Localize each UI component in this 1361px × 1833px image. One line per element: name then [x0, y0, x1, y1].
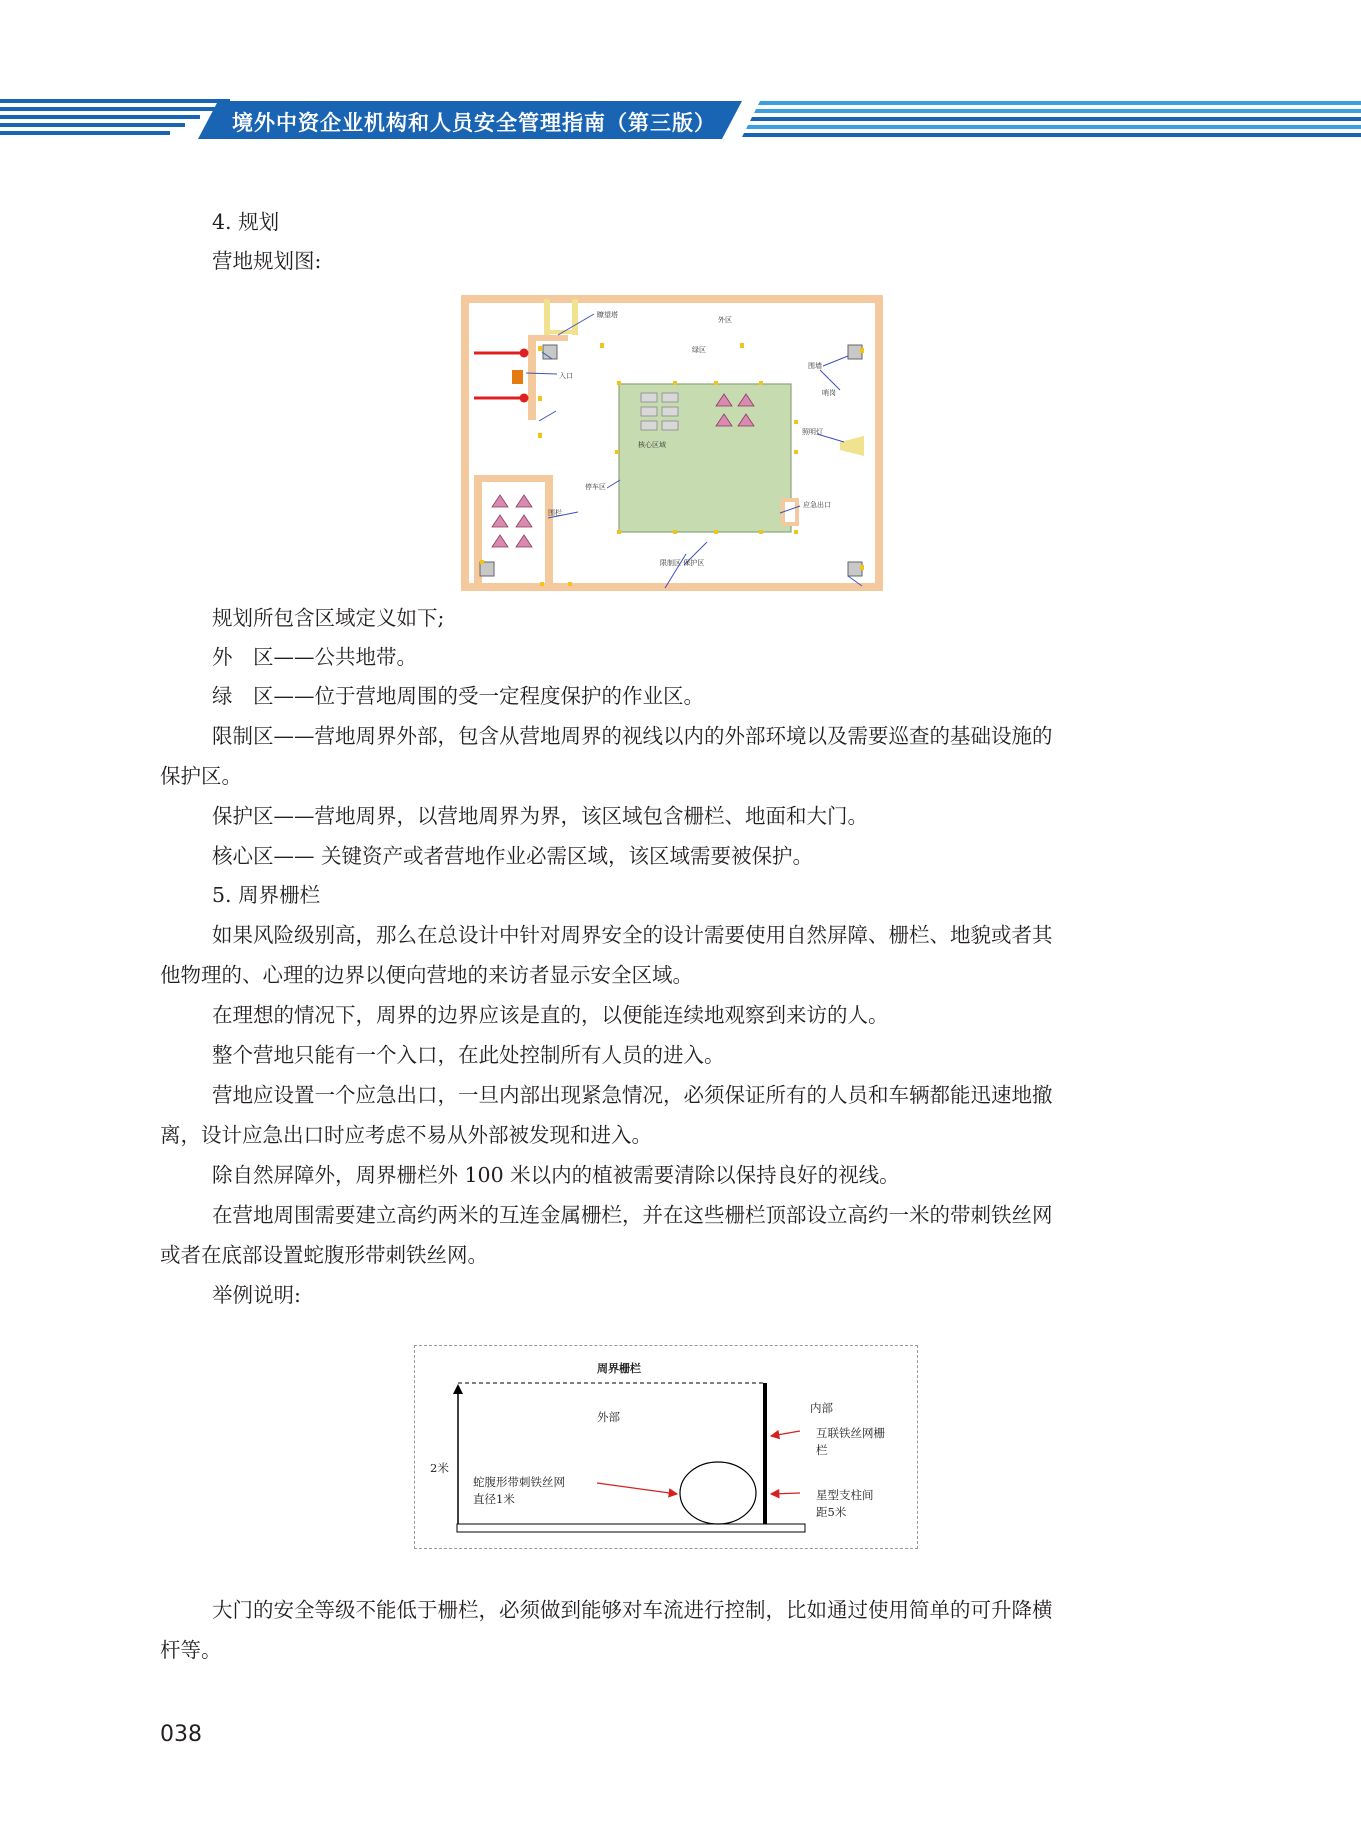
- camp-plan-figure: [460, 290, 884, 592]
- example-caption: 举例说明:: [212, 1283, 301, 1307]
- inside-label: 内部: [810, 1401, 833, 1415]
- definition-restricted-zone: 限制区——营地周界外部，包含从营地周界的视线以内的外部环境以及需要巡查的基础设施的: [212, 724, 1053, 748]
- coil-label-line1: 蛇腹形带刺铁丝网: [473, 1475, 565, 1489]
- definition-green-zone: 绿 区——位于营地周围的受一定程度保护的作业区。: [212, 684, 704, 708]
- map-label-restricted-protected: 限制区 保护区: [660, 559, 705, 567]
- section-5-heading: 5. 周界栅栏: [212, 883, 321, 907]
- fence-label-line1: 互联铁丝网栅: [816, 1426, 885, 1440]
- header-title: 境外中资企业机构和人员安全管理指南（第三版）: [232, 111, 716, 135]
- map-label-guard-post: 哨岗: [822, 389, 836, 397]
- map-label-light: 照明灯: [802, 428, 823, 436]
- coil-label-line2: 直径1米: [473, 1492, 515, 1506]
- paragraph-line: 如果风险级别高，那么在总设计中针对周界安全的设计需要使用自然屏障、栅栏、地貌或者其: [212, 923, 1053, 947]
- definition-protected-zone: 保护区——营地周界，以营地周界为界，该区域包含栅栏、地面和大门。: [212, 804, 868, 828]
- perimeter-fence-figure: [414, 1345, 918, 1549]
- fence-figure-title: 周界栅栏: [597, 1362, 641, 1375]
- fence-label-line2: 栏: [816, 1443, 828, 1457]
- section-4-heading: 4. 规划: [212, 210, 280, 234]
- map-label-wall: 围墙: [808, 362, 822, 370]
- definitions-intro: 规划所包含区域定义如下;: [212, 606, 445, 630]
- page-number: 038: [160, 1722, 202, 1747]
- post-label-line2: 距5米: [816, 1505, 847, 1519]
- definition-restricted-zone-cont: 保护区。: [160, 764, 242, 788]
- post-label-line1: 星型支柱间: [816, 1488, 874, 1502]
- paragraph-line: 在营地周围需要建立高约两米的互连金属栅栏，并在这些栅栏顶部设立高约一米的带刺铁丝网: [212, 1203, 1053, 1227]
- paragraph-line: 除自然屏障外，周界栅栏外 100 米以内的植被需要清除以保持良好的视线。: [212, 1163, 900, 1187]
- paragraph-line: 整个营地只能有一个入口，在此处控制所有人员的进入。: [212, 1043, 725, 1067]
- page-header: [0, 0, 1361, 150]
- paragraph-line: 离，设计应急出口时应考虑不易从外部被发现和进入。: [160, 1123, 652, 1147]
- outside-label: 外部: [597, 1410, 620, 1424]
- map-label-emergency-exit: 应急出口: [803, 501, 831, 509]
- paragraph-line: 他物理的、心理的边界以便向营地的来访者显示安全区域。: [160, 963, 693, 987]
- paragraph-line: 或者在底部设置蛇腹形带刺铁丝网。: [160, 1243, 488, 1267]
- map-label-parking: 停车区: [585, 483, 606, 491]
- definition-outer-zone: 外 区——公共地带。: [212, 645, 417, 669]
- paragraph-line: 在理想的情况下，周界的边界应该是直的，以便能连续地观察到来访的人。: [212, 1003, 889, 1027]
- map-label-watchtower: 瞭望塔: [597, 311, 618, 319]
- height-label: 2米: [430, 1461, 449, 1475]
- paragraph-line: 营地应设置一个应急出口，一旦内部出现紧急情况，必须保证所有的人员和车辆都能迅速地撤: [212, 1083, 1053, 1107]
- map-label-core-area: 核心区域: [638, 441, 666, 449]
- camp-plan-caption: 营地规划图:: [212, 249, 322, 273]
- paragraph-line: 杆等。: [160, 1638, 222, 1662]
- map-label-green-zone: 绿区: [692, 346, 706, 354]
- map-label-entrance: 入口: [559, 372, 573, 380]
- paragraph-line: 大门的安全等级不能低于栅栏，必须做到能够对车流进行控制，比如通过使用简单的可升降横: [212, 1598, 1053, 1622]
- map-label-fence: 围栏: [548, 509, 562, 517]
- map-label-outer-zone: 外区: [718, 316, 732, 324]
- definition-core-zone: 核心区—— 关键资产或者营地作业必需区域，该区域需要被保护。: [212, 844, 814, 868]
